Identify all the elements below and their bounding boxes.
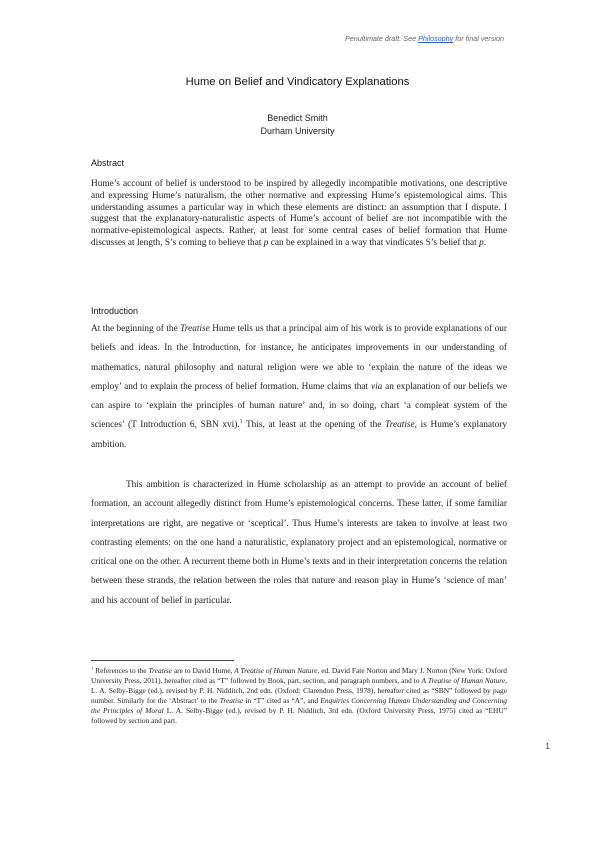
abstract-body: Hume’s account of belief is understood to be inspired by allegedly incompatible motivations, one descriptive and expressing Hume’s naturalism, the other normative and expressing Hume’s epistemological aims. This understanding assumes a particular way in which these elements are distinct: an assumption that I dispute. I suggest that the explanatory-naturalistic aspects of Hume’s account of belief are not incompatible with the normative-epistemological aspects. Rather, at least for some central cases of belief formation that Hume discusses at length, S’s coming to believe that p can be explained in a way that vindicates S’s belief that p. [91, 179, 507, 248]
intro-paragraph-2: This ambition is characterized in Hume scholarship as an attempt to provide an account of belief formation, an account allegedly distinct from Hume’s epistemological concerns. These latter, if some familiar interpretations are right, are negative or ‘sceptical’. Thus Hume’s interests are taken to involve at least two contrasting elements: on the one hand a naturalistic, explanatory project and an epistemological, normative or critical one on the other. A recurrent theme both in Hume’s texts and in their interpretation concerns the relation between these strands, the relation between the roles that nature and reason play in Hume’s ‘science of man’ and his account of belief in particular. [91, 480, 507, 606]
draft-note: Penultimate draft. See Philosophy for final version [344, 34, 504, 43]
abstract-heading: Abstract [91, 158, 125, 168]
intro-paragraph-1: At the beginning of the Treatise Hume tells us that a principal aim of his work is to provide explanations of our beliefs and ideas. In the Introduction, for instance, he anticipates improvements in our understanding of mathematics, natural philosophy and natural religion were we able to ‘explain the nature of the ideas we employ’ and to explain the process of belief formation. Hume claims that via an explanation of our beliefs we can aspire to ‘explain the principles of human nature’ and, in so doing, chart ‘a compleat system of the sciences’ (T Introduction 6, SBN xvi).$^1$ This, at least at the opening of the Treatise, is Hume’s explanatory ambition. [91, 324, 508, 450]
author-affiliation: Durham University [260, 126, 335, 136]
author-name: Benedict Smith [267, 113, 328, 123]
footnote-reference[interactable]: 1 [239, 419, 243, 426]
philosophy-link[interactable]: Philosophy [418, 34, 454, 43]
footnote-marker: 1 [91, 665, 94, 671]
footnote-divider [91, 660, 234, 661]
footnote-1: $^1$ References to the Treatise are to David Hume, A Treatise of Human Nature, ed. David Fate Norton and Mary J. Norton (New York: Oxford University Press, 2011), hereafter cited as “T” followed by Book, part, section, and paragraph numbers, and to A Treatise of Human Nature, L. A. Selby-Bigge (ed.), revised by P. H. Nidditch, 2nd edn. (Oxford: Clarendon Press, 1978), hereafter cited as “SBN” followed by page number. Similarly for the ‘Abstract’ to the Treatise in “T” cited as “A”, and Enquiries Concerning Human Understanding and Concerning the Principles of Moral L. A. Selby-Bigge (ed.), revised by P. H. Nidditch, 3rd edn. (Oxford University Press, 1975) cited as “EHU” followed by section and part. [91, 665, 507, 725]
page-number: 1 [545, 741, 550, 751]
paper-title: Hume on Belief and Vindicatory Explanations [185, 76, 410, 88]
author-block [0, 112, 595, 138]
introduction-heading: Introduction [91, 306, 139, 316]
